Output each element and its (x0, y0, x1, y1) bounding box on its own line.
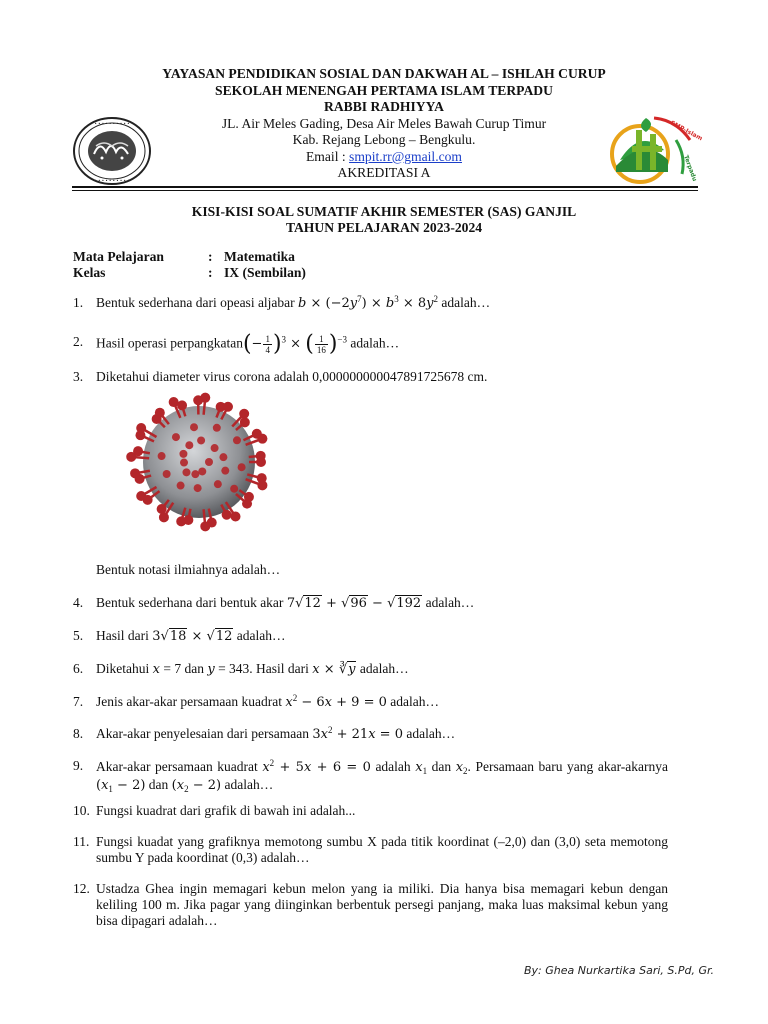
subject-row (73, 249, 306, 265)
school-logo (606, 110, 704, 190)
svg-text:SMP-Islam: SMP-Islam (669, 119, 704, 143)
header-rule-thick (72, 186, 698, 188)
letterhead-text (150, 66, 618, 182)
address-line-1: JL. Air Meles Gading, Desa Air Meles Bawah Curup Timur (221, 115, 547, 131)
question-number: 4. (73, 595, 84, 610)
virus-surface-protein (194, 484, 202, 492)
question-text: Hasil operasi perpangkatan(− $\frac{1}{4}$ )$^3$ × ( $\frac{1}{16}$ )$^{-3}$ adalah… (96, 331, 400, 357)
question-text: Akar-akar persamaan kuadrat $x^2 + 5x + 6 = 0$ adalah $x_1$ dan $x_2$. Persamaan baru yang akar-akarnya $(x_1 - 2)$ dan $(x_2 - 2)$ adalah… (96, 758, 669, 794)
virus-surface-protein (238, 463, 246, 471)
virus-surface-protein (214, 480, 222, 488)
formula: 3√18 × √12 (152, 629, 233, 644)
svg-text:• • • • • • • • • •: • • • • • • • • • • (94, 178, 130, 183)
virus-surface-protein (179, 450, 187, 458)
question-number: 12. (73, 881, 90, 896)
virus-spike-head (256, 451, 266, 461)
question-number: 1. (73, 295, 84, 310)
question-text: Ustadza Ghea ingin memagari kebun melon yang ia miliki. Dia hanya bisa memagari kebun dengan keliling 100 m. Jika pagar yang diinginkan berbentuk persegi panjang, maka luas maksimal kebun yang bisa dipagari adalah… (96, 881, 668, 928)
virus-surface-protein (177, 482, 185, 490)
svg-text:Terpadu: Terpadu (682, 154, 699, 183)
virus-spike-head (200, 521, 210, 531)
letterhead (0, 66, 768, 190)
question-text: Bentuk sederhana dari opeasi aljabar $b \times (-2y^7) \times b^3 \times 8y^2$ adalah… (96, 294, 491, 311)
question-text: Hasil dari 3√18 × √12 adalah… (96, 628, 286, 644)
question-number: 5. (73, 628, 84, 643)
class-row (73, 265, 306, 281)
question-text: Fungsi kuadat yang grafiknya memotong sumbu X pada titik koordinat (–2,0) dan (3,0) seta memotong sumbu Y pada koordinat (0,3) adalah… (96, 834, 668, 865)
svg-text:• • • • • • • • • •: • • • • • • • • • • (94, 121, 130, 126)
class-value: IX (Sembilan) (224, 264, 306, 280)
question-number: 11. (73, 834, 90, 849)
virus-spike-head (222, 510, 232, 520)
virus-surface-protein (233, 436, 241, 444)
coronavirus-image (97, 392, 355, 552)
question-number: 10. (73, 803, 90, 818)
virus-surface-protein (221, 467, 229, 475)
question-text: Akar-akar penyelesaian dari persamaan $3x^2 + 21x = 0$ adalah… (96, 725, 456, 742)
virus-spike-head (257, 434, 267, 444)
virus-spike-head (231, 511, 241, 521)
subject-colon: : (208, 249, 213, 264)
subject-label: Mata Pelajaran (73, 249, 164, 264)
document-title (0, 204, 768, 236)
virus-surface-protein (197, 436, 205, 444)
formula: 7√12 + √96 − √192 (286, 596, 422, 611)
virus-surface-protein (205, 458, 213, 466)
virus-surface-protein (219, 453, 227, 461)
virus-surface-protein (230, 485, 238, 493)
virus-spike-head (240, 417, 250, 427)
subject-info (73, 249, 306, 280)
question-text: Bentuk sederhana dari bentuk akar 7√12 + √96 − √192 adalah… (96, 595, 475, 611)
virus-surface-protein (180, 459, 188, 467)
virus-spike-head (223, 402, 233, 412)
virus-spike-head (200, 393, 210, 403)
school-name: RABBI RADHIYYA (324, 99, 444, 114)
virus-spike-head (133, 446, 143, 456)
email-line (150, 149, 618, 166)
title-line-1: KISI-KISI SOAL SUMATIF AKHIR SEMESTER (SAS) GANJIL (191, 204, 577, 219)
header-rule-thin (72, 190, 698, 191)
virus-surface-protein (185, 441, 193, 449)
virus-surface-protein (213, 424, 221, 432)
virus-spike-head (155, 408, 165, 418)
foundation-seal-logo (72, 116, 152, 186)
virus-spike-head (176, 516, 186, 526)
question-text: Bentuk notasi ilmiahnya adalah… (96, 562, 281, 577)
email-label: Email : (306, 148, 346, 164)
question-text: Jenis akar-akar persamaan kuadrat $x^2 - 6x + 9 = 0$ adalah… (96, 693, 439, 710)
question-number: 2. (73, 334, 84, 349)
virus-surface-protein (198, 467, 206, 475)
question-text: Diketahui x = 7 dan y = 343. Hasil dari x × ∛y adalah… (96, 661, 409, 677)
virus-spike-head (239, 409, 249, 419)
virus-surface-protein (172, 433, 180, 441)
class-label: Kelas (73, 264, 106, 280)
question-number: 6. (73, 661, 84, 676)
formula: b (298, 296, 307, 311)
virus-surface-protein (163, 470, 171, 478)
virus-spike-head (157, 504, 167, 514)
virus-spike-head (242, 499, 252, 509)
question-number: 3. (73, 369, 84, 384)
virus-surface-protein (191, 470, 199, 478)
accreditation: AKREDITASI A (337, 165, 431, 180)
question-text: Diketahui diameter virus corona adalah 0,000000000047891725678 cm. (96, 369, 488, 384)
virus-surface-protein (211, 444, 219, 452)
subject-value: Matematika (224, 249, 295, 264)
virus-spike-head (136, 423, 146, 433)
virus-surface-protein (182, 468, 190, 476)
school-type: SEKOLAH MENENGAH PERTAMA ISLAM TERPADU (215, 82, 553, 98)
question-number: 7. (73, 694, 84, 709)
virus-surface-protein (190, 423, 198, 431)
virus-surface-protein (158, 452, 166, 460)
virus-spike-head (177, 400, 187, 410)
question-text: Fungsi kuadrat dari grafik di bawah ini adalah... (96, 803, 356, 818)
virus-spike-head (257, 480, 267, 490)
question-number: 8. (73, 726, 84, 741)
foundation-name: YAYASAN PENDIDIKAN SOSIAL DAN DAKWAH AL – ISHLAH CURUP (162, 66, 606, 81)
class-colon: : (208, 264, 213, 280)
address-line-2: Kab. Rejang Lebong – Bengkulu. (292, 132, 476, 147)
question-number: 9. (73, 758, 84, 773)
title-line-2: TAHUN PELAJARAN 2023-2024 (285, 220, 483, 235)
author-signature: By: Ghea Nurkartika Sari, S.Pd, Gr. (524, 964, 715, 977)
virus-spike-head (136, 491, 146, 501)
virus-spike-head (130, 468, 140, 478)
email-link[interactable]: smpit.rr@gmail.com (349, 148, 462, 164)
